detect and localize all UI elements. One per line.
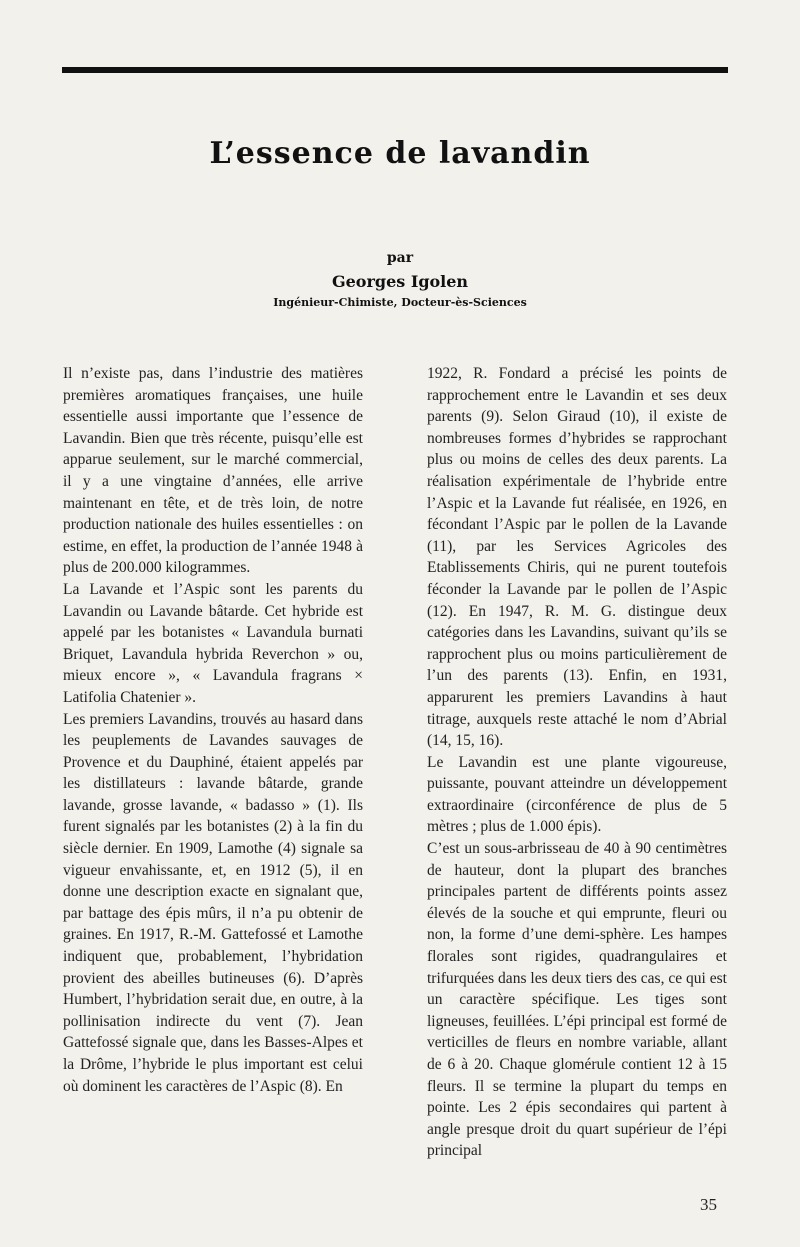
page-number: 35 — [700, 1195, 717, 1214]
paragraph: C’est un sous-arbrisseau de 40 à 90 centimètres de hauteur, dont la plupart des branches principales partent de différents points assez élevés de la souche et qui emprunte, fleuri ou non, la forme d’une demi-sphère. Les hampes florales sont rigides, quadrangulaires et trifurquées dans les deux tiers des cas, ce qui est un caractère spécifique. Les tiges sont ligneuses, feuillées. L’épi principal est formé de verticilles de fleurs en nombre variable, allant de 6 à 20. Chaque glomérule contient 12 à 15 fleurs. Il se termine la plupart du temps en pointe. Les 2 épis secondaires qui partent à angle presque droit du quart supérieur de l’épi principal — [427, 840, 727, 1160]
left-column — [63, 363, 363, 1097]
paragraph: 1922, R. Fondard a précisé les points de rapprochement entre le Lavandin et ses deux parents (9). Selon Giraud (10), il existe de nombreuses formes d’hybrides se rapprochant plus ou moins de celles des deux parents. La réalisation expérimentale de l’hybride entre l’Aspic et la Lavande fut réalisée, en 1926, en fécondant l’Aspic par le pollen de la Lavande (11), par les Services Agricoles des Etablissements Chiris, qui ne purent toutefois féconder la Lavande par le pollen de l’Aspic (12). En 1947, R. M. G. distingue deux catégories dans les Lavandins, suivant qu’ils se rapprochent plus ou moins particulièrement de l’un des parents (13). Enfin, en 1931, apparurent les premiers Lavandins à haut titrage, auxquels reste attaché le nom d’Abrial (14, 15, 16). — [427, 365, 727, 750]
right-column — [427, 363, 727, 1162]
author-name: Georges Igolen — [331, 272, 469, 291]
paragraph: Il n’existe pas, dans l’industrie des matières premières aromatiques françaises, une huile essentielle aussi importante que l’essence de Lavandin. Bien que très récente, puisqu’elle est apparue seulement, sur le marché commercial, il y a une vingtaine d’années, elle arrive maintenant en tête, et de très loin, de notre production nationale des huiles essentielles : on estime, en effet, la production de l’année 1948 à plus de 200.000 kilogrammes. — [63, 365, 363, 577]
paragraph: Les premiers Lavandins, trouvés au hasard dans les peuplements de Lavandes sauvages de Provence et du Dauphiné, étaient appelés par les distillateurs : lavande bâtarde, grande lavande, grosse lavande, « badasso » (1). Ils furent signalés par les botanistes (2) à la fin du siècle dernier. En 1909, Lamothe (4) signale sa vigueur envahissante, et, en 1912 (5), il en donne une description exacte en signalant que, par battage des épis mûrs, il n’a pu obtenir de graines. En 1917, R.-M. Gattefossé et Lamothe indiquent que, probablement, l’hybridation provient des abeilles butineuses (6). D’après Humbert, l’hybridation serait due, en outre, à la pollinisation indirecte du vent (7). Jean Gattefossé signale que, dans les Basses-Alpes et la Drôme, l’hybride le plus important est celui où dominent les caractères de l’Aspic (8). En — [63, 710, 363, 1095]
top-rule — [62, 67, 728, 73]
article-title: L’essence de lavandin — [209, 136, 591, 171]
paragraph: Le Lavandin est une plante vigoureuse, puissante, pouvant atteindre un développement extraordinaire (circonférence de plus de 5 mètres ; plus de 1.000 épis). — [427, 753, 727, 836]
paragraph: La Lavande et l’Aspic sont les parents du Lavandin ou Lavande bâtarde. Cet hybride est appelé par les botanistes « Lavandula burnati Briquet, Lavandula hybrida Reverchon » ou, mieux encore », « Lavandula fragrans × Latifolia Chatenier ». — [63, 580, 363, 706]
byline-par: par — [386, 250, 414, 266]
author-credentials: Ingénieur-Chimiste, Docteur-ès-Sciences — [273, 296, 527, 309]
